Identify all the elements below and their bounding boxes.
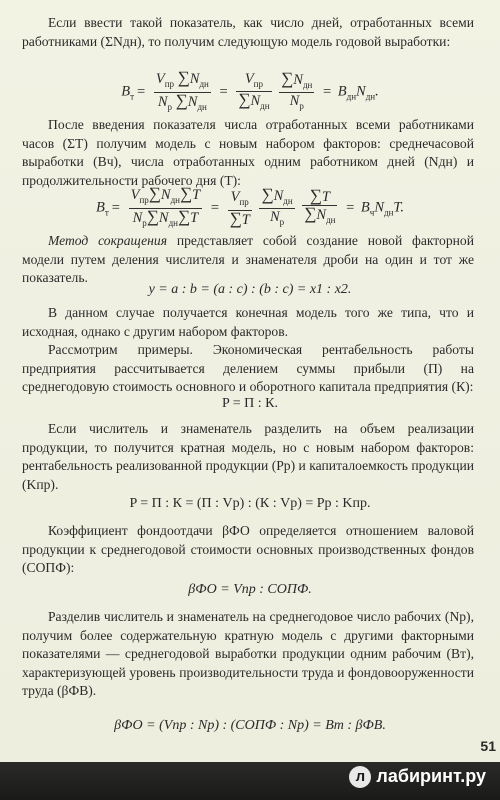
formula-capital-productivity: βФО = Vпр : CОПФ. [188,582,312,597]
paragraph-8: Разделив числитель и знаменатель на среднегодовое число рабочих (Nр), получим более содержательную кратную модель с другими факторными показателями — среднегодовой выработки продукции одним рабочим (Bт), характеризующей уровень производительности труда и фондовооруженности труда (βФВ). [22,609,474,699]
formula-reduction: y = a : b = (a : c) : (b : c) = x1 : x2. [148,282,352,297]
term-reduction-method: Метод сокращения [48,233,168,248]
paragraph-6: Если числитель и знаменатель разделить на объем реализации продукции, то получится кратная модель, но с новым набором факторов: рентабельность реализованной продукции (Pр) и капиталоемкость продукции (Kпр). [22,421,474,492]
paragraph-3 [22,232,474,288]
watermark-text: лабиринт.ру [376,766,486,786]
formula-annual-output: $B_т$ = $\frac{V_{пр} \sum N_{дн}}{N_р \sum N_{дн}}$ = $\frac{V_{пр}}{\sum N_{дн}}$ $\frac{\sum N_{дн}}{N_р}$ = $B_{дн}N_{дн}$. [121,68,379,112]
watermark [349,766,486,788]
paragraph-7: Коэффициент фондоотдачи βФО определяется отношением валовой продукции к среднегодовой стоимости основных производственных фондов (CОПФ): [22,523,474,576]
paragraph-1: Если ввести такой показатель, как число дней, отработанных всеми работниками (ΣNдн), то получим следующую модель годовой выработки: [22,15,474,49]
paragraph-5: Рассмотрим примеры. Экономическая рентабельность работы предприятия рассчитывается делением суммы прибыли (П) на среднегодовую стоимость основного и оборотного капитала предприятия (К): [22,342,474,395]
formula-multiple-model: P = П : К = (П : Vр) : (К : Vр) = Pр : Kпр. [129,496,371,511]
page-number: 51 [480,738,496,754]
formula-profitability: P = П : К. [222,396,278,411]
paragraph-3-body: представляет собой создание новой факторной модели путем деления числителя и знаменателя дроби на один и тот же показатель. [22,233,474,286]
paragraph-4: В данном случае получается конечная модель того же типа, что и исходная, однако с другим набором факторов. [22,305,474,339]
paragraph-2: После введения показателя числа отработанных всеми работниками часов (ΣT) получим модель с новым набором факторов: среднечасовой выработки (Bч), числа отработанных одним работником дней (Nдн) и продолжительности рабочего дня (T): [22,117,474,188]
formula-capital-productivity-expanded: βФО = (Vпр : Nр) : (CОПФ : Nр) = Bт : βФВ. [114,718,386,733]
labirint-logo-icon: л [349,766,371,788]
formula-hourly-output: $B_т$ = $\frac{V_{пр}\sum N_{дн}\sum T}{N_р\sum N_{дн}\sum T}$ = $\frac{V_{пр}}{\sum T}$ $\frac{\sum N_{дн}}{N_р}$ $\frac{\sum T}{\sum N_{дн}}$ = $B_чN_{дн}T$. [95,184,405,228]
